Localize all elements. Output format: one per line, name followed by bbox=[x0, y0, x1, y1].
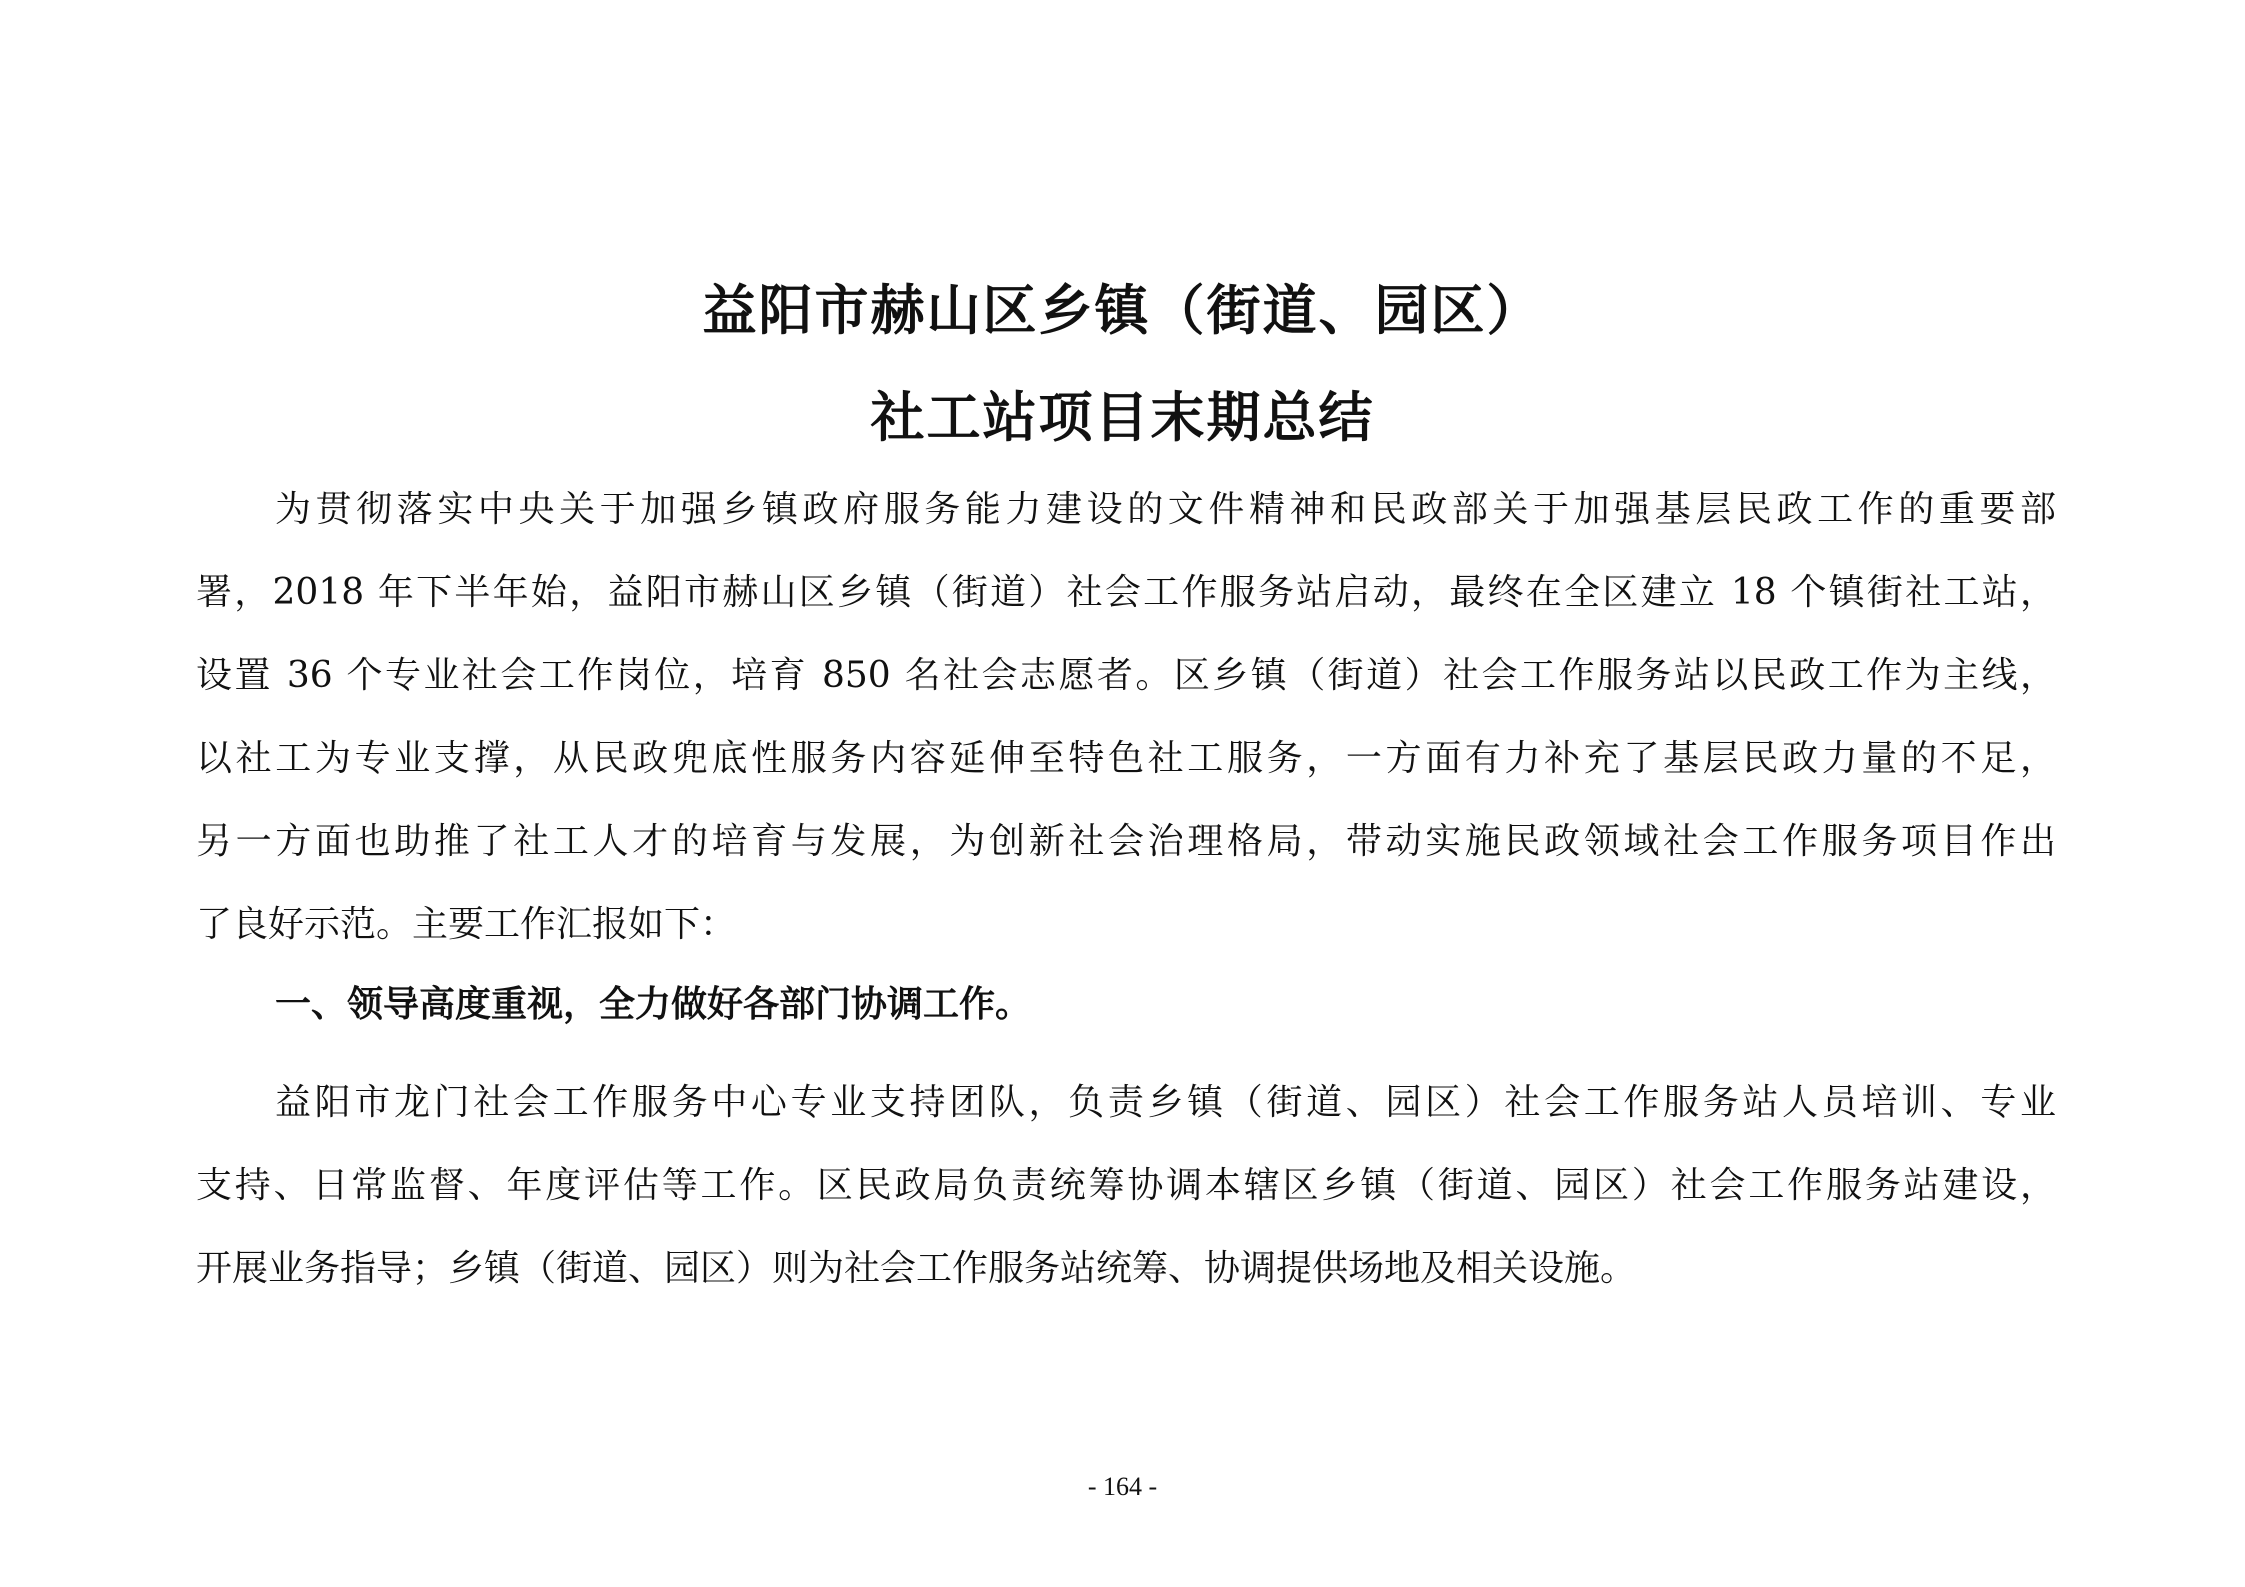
paragraph-line: 为贯彻落实中央关于加强乡镇政府服务能力建设的文件精神和民政部关于加强基层民政工作的重要部 bbox=[275, 489, 2056, 530]
paragraph-line: 设置 36 个专业社会工作岗位，培育 850 名社会志愿者。区乡镇（街道）社会工作服务站以民政工作为主线， bbox=[196, 655, 2056, 696]
paragraph-line: 益阳市龙门社会工作服务中心专业支持团队，负责乡镇（街道、园区）社会工作服务站人员培训、专业 bbox=[275, 1082, 2056, 1123]
paragraph-line: 署，2018 年下半年始，益阳市赫山区乡镇（街道）社会工作服务站启动，最终在全区建立 18 个镇街社工站， bbox=[196, 572, 2056, 613]
paragraph-line: 支持、日常监督、年度评估等工作。区民政局负责统筹协调本辖区乡镇（街道、园区）社会工作服务站建设， bbox=[196, 1165, 2056, 1206]
page-number: - 164 - bbox=[1087, 1472, 1158, 1501]
paragraph-line: 了良好示范。主要工作汇报如下： bbox=[196, 904, 737, 945]
document-title-line-1: 益阳市赫山区乡镇（街道、园区） bbox=[702, 279, 1543, 342]
paragraph-line: 另一方面也助推了社工人才的培育与发展，为创新社会治理格局，带动实施民政领域社会工作服务项目作出 bbox=[196, 821, 2056, 862]
paragraph-line: 开展业务指导；乡镇（街道、园区）则为社会工作服务站统筹、协调提供场地及相关设施。 bbox=[196, 1248, 1637, 1289]
paragraph-line: 以社工为专业支撑，从民政兜底性服务内容延伸至特色社工服务，一方面有力补充了基层民政力量的不足， bbox=[196, 738, 2056, 779]
document-title-line-2: 社工站项目末期总结 bbox=[870, 386, 1375, 449]
section-heading-1: 一、领导高度重视，全力做好各部门协调工作。 bbox=[275, 984, 1032, 1025]
